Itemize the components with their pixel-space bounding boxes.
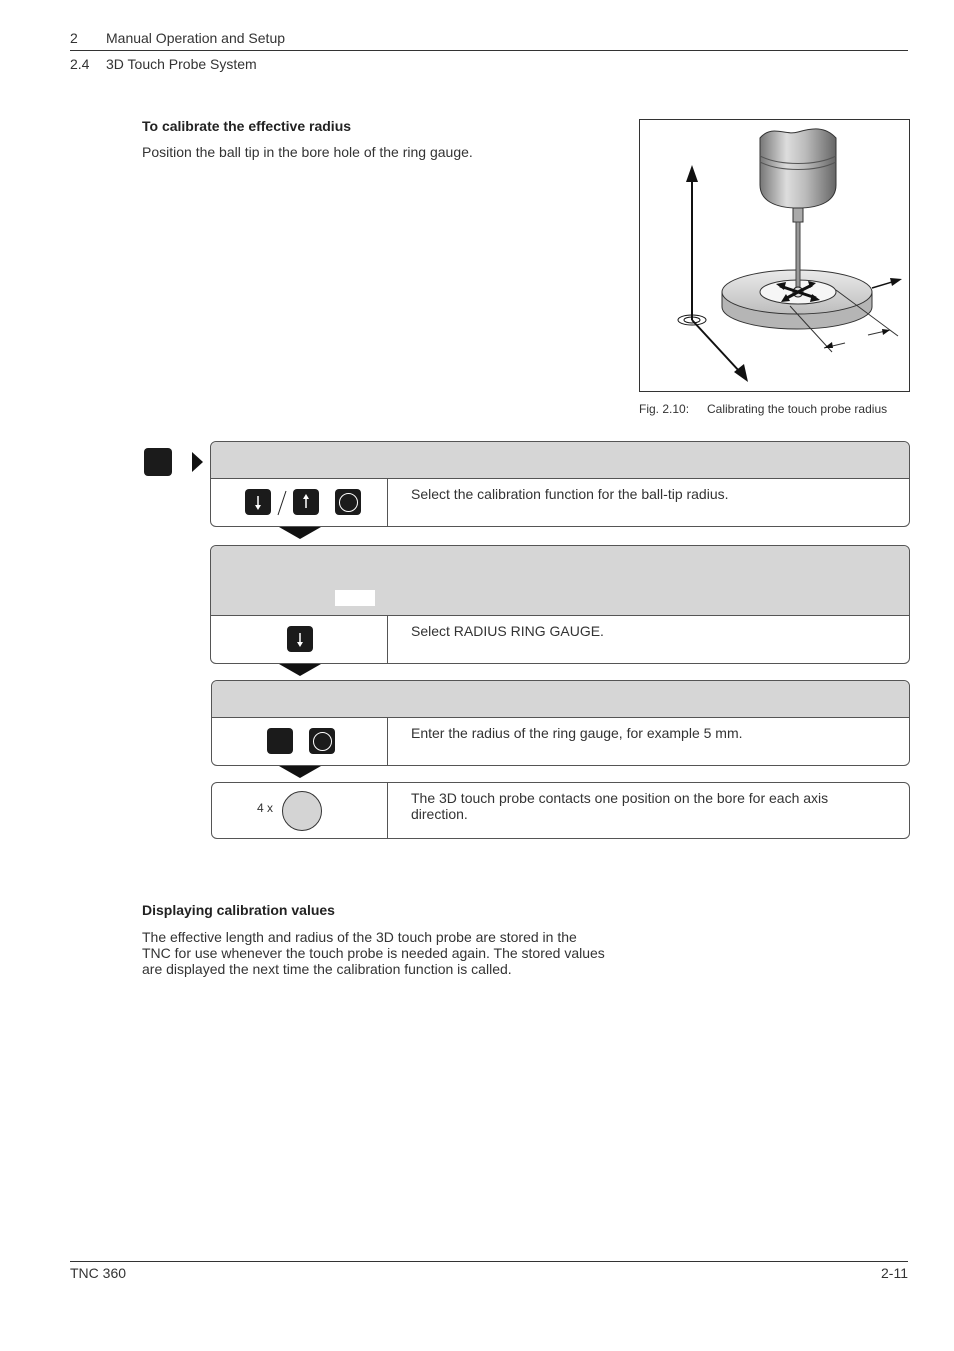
step-3 (211, 680, 910, 766)
step-1-key-area (211, 479, 388, 526)
header-rule (70, 50, 908, 51)
step-3-key-area (212, 718, 388, 765)
step-3-description: Enter the radius of the ring gauge, for example 5 mm. (411, 725, 743, 741)
arrow-down-icon (287, 626, 313, 652)
display-values-title: Displaying calibration values (142, 902, 335, 918)
ent-key (309, 728, 335, 754)
flow-arrow-3 (279, 766, 321, 778)
arrow-up-icon (293, 489, 319, 515)
step-4-description: The 3D touch probe contacts one position on the bore for each axis direction. (411, 790, 829, 822)
flow-arrow-2 (279, 664, 321, 676)
step-2-description: Select RADIUS RING GAUGE. (411, 623, 604, 639)
section-number: 2.4 (70, 56, 90, 72)
arrow-down-key (245, 489, 271, 515)
chapter-title: Manual Operation and Setup (106, 30, 286, 46)
calibrate-title: To calibrate the effective radius (142, 118, 352, 134)
step-1-screen-area (211, 442, 909, 479)
step-3-screen-area (212, 681, 909, 718)
flow-arrow-1 (279, 527, 321, 539)
arrow-up-key (293, 489, 319, 515)
numeric-key (267, 728, 293, 754)
repeat-count: 4 x (257, 801, 274, 815)
nc-start-key (282, 791, 322, 831)
footer-product: TNC 360 (70, 1265, 127, 1281)
step-2-screen-area (211, 546, 909, 616)
figure-calibration (639, 119, 910, 392)
chapter-number: 2 (70, 30, 78, 46)
figure-label: Fig. 2.10: (639, 402, 690, 416)
step-1-description: Select the calibration function for the ball-tip radius. (411, 486, 729, 502)
highlight-field (335, 590, 375, 606)
step-1 (210, 441, 910, 527)
display-values-line-1: The effective length and radius of the 3D touch probe are stored in the (142, 929, 577, 945)
step-2-key-area (211, 616, 388, 663)
display-values-line-2: TNC for use whenever the touch probe is needed again. The stored values (142, 945, 605, 961)
slash-separator-icon (276, 489, 288, 517)
section-title: 3D Touch Probe System (106, 56, 257, 72)
page-number: 2-11 (881, 1265, 908, 1281)
step-4-key-area (212, 783, 388, 838)
step-2 (210, 545, 910, 664)
touch-probe-illustration (640, 120, 909, 391)
figure-caption: Calibrating the touch probe radius (707, 402, 888, 416)
calibrate-intro: Position the ball tip in the bore hole of the ring gauge. (142, 144, 473, 160)
arrow-down-key (287, 626, 313, 652)
step-4 (211, 782, 910, 839)
mode-key (144, 448, 172, 476)
arrow-down-icon (245, 489, 271, 515)
footer-rule (70, 1261, 908, 1262)
play-triangle-icon (190, 451, 204, 473)
ent-key (335, 489, 361, 515)
display-values-line-3: are displayed the next time the calibration function is called. (142, 961, 512, 977)
